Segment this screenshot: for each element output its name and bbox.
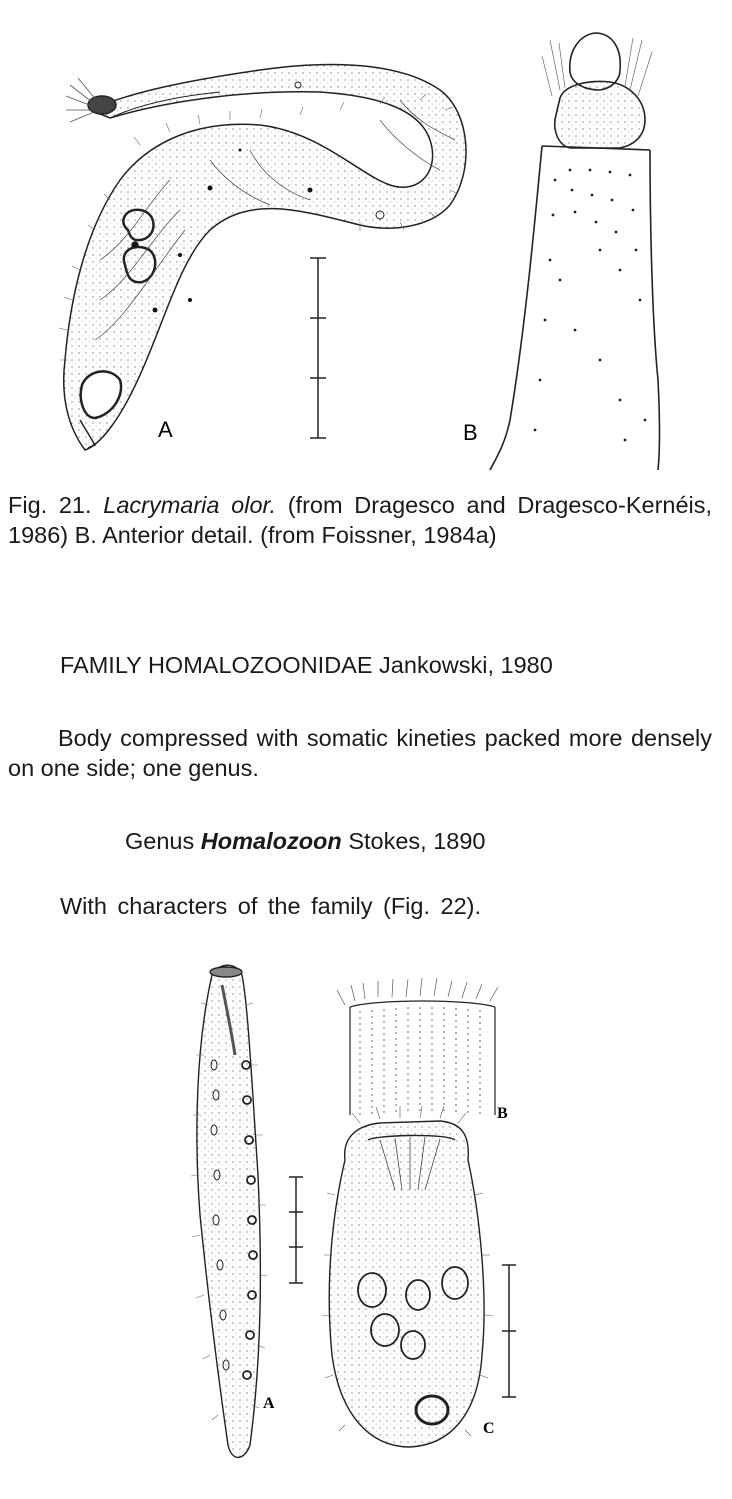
caption-source-line1: (from Dragesco and: [287, 492, 506, 518]
lacrymaria-body-drawing: [59, 65, 466, 450]
panel-label-a: A: [158, 417, 173, 442]
caption-species: Lacrymaria olor.: [103, 492, 277, 518]
genus-description: With characters of the family (Fig. 22).: [60, 893, 482, 919]
panel-label-c-fig22: C: [483, 1420, 495, 1437]
genus-authority: Stokes, 1890: [348, 828, 486, 854]
panel-label-a-fig22: A: [263, 1395, 275, 1412]
oral-region-body-drawing: [322, 1106, 493, 1447]
anterior-detail-drawing: [490, 33, 660, 470]
scale-bar-fig22-c: [502, 1265, 516, 1397]
figure-22-illustration: [0, 935, 732, 1499]
figure-22-svg: [0, 935, 732, 1499]
caption-source-rest: Dragesco-Kernéis, 1986) B. Anterior detail. (from Foissner, 1984a): [8, 492, 713, 548]
genus-name: Homalozoon: [200, 828, 342, 854]
family-heading: FAMILY HOMALOZOONIDAE Jankowski, 1980: [60, 652, 553, 678]
family-description: Body compressed with somatic kineties packed more densely on one side; one genus.: [8, 725, 712, 781]
homalozoon-body-drawing: [191, 965, 267, 1457]
panel-label-b-fig22: B: [497, 1105, 508, 1122]
genus-prefix: Genus: [125, 828, 195, 854]
ciliary-rows-detail: [337, 978, 498, 1115]
caption-prefix: Fig. 21.: [8, 492, 92, 518]
genus-heading: [125, 826, 725, 856]
scale-bar-a: [310, 258, 326, 438]
figure-21-illustration: [0, 0, 732, 480]
scale-bar-fig22-a: [289, 1177, 303, 1283]
figure-21-svg: [0, 0, 732, 480]
panel-label-b: B: [463, 420, 478, 445]
figure-21-caption: [8, 490, 712, 550]
